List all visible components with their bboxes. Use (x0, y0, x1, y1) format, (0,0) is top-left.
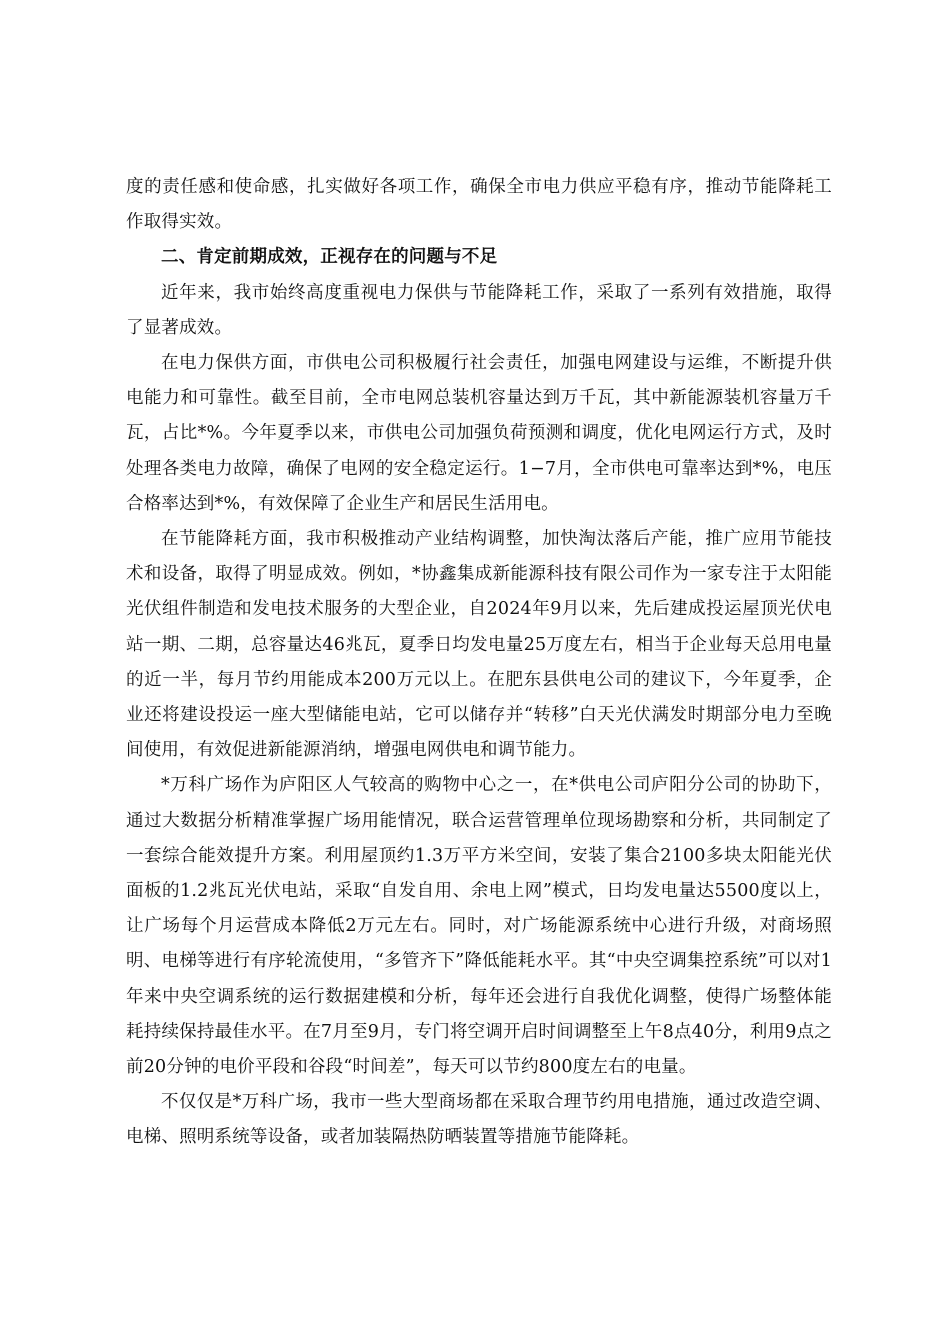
paragraph-wanke-plaza: *万科广场作为庐阳区人气较高的购物中心之一，在*供电公司庐阳分公司的协助下，通过大数据分析精准掌握广场用能情况，联合运营管理单位现场勘察和分析，共同制定了一套综合能效提升方案。利用屋顶约1.3万平方米空间，安装了集合2100多块太阳能光伏面板的1.2兆瓦光伏电站，采取“自发自用、余电上网”模式，日均发电量达5500度以上，让广场每个月运营成本降低2万元左右。同时，对广场能源系统中心进行升级，对商场照明、电梯等进行有序轮流使用，“多管齐下”降低能耗水平。其“中央空调集控系统”可以对1年来中央空调系统的运行数据建模和分析，每年还会进行自我优化调整，使得广场整体能耗持续保持最佳水平。在7月至9月，专门将空调开启时间调整至上午8点40分，利用9点之前20分钟的电价平段和谷段“时间差”，每天可以节约800度左右的电量。 (126, 775, 832, 1078)
paragraph-shopping-malls: 不仅仅是*万科广场，我市一些大型商场都在采取合理节约用电措施，通过改造空调、电梯、照明系统等设备，或者加装隔热防晒装置等措施节能降耗。 (126, 1092, 832, 1148)
section-heading: 二、肯定前期成效，正视存在的问题与不足 (161, 247, 498, 268)
document-page (126, 170, 832, 1156)
paragraph-energy-saving: 在节能降耗方面，我市积极推动产业结构调整，加快淘汰落后产能，推广应用节能技术和设备，取得了明显成效。例如，*协鑫集成新能源科技有限公司作为一家专注于太阳能光伏组件制造和发电技术服务的大型企业，自2024年9月以来，先后建成投运屋顶光伏电站一期、二期，总容量达46兆瓦，夏季日均发电量25万度左右，相当于企业每天总用电量的近一半，每月节约用能成本200万元以上。在肥东县供电公司的建议下，今年夏季，企业还将建设投运一座大型储能电站，它可以储存并“转移”白天光伏满发时期部分电力至晚间使用，有效促进新能源消纳，增强电网供电和调节能力。 (126, 529, 832, 761)
paragraph-power-supply: 在电力保供方面，市供电公司积极履行社会责任，加强电网建设与运维，不断提升供电能力和可靠性。截至目前，全市电网总装机容量达到万千瓦，其中新能源装机容量万千瓦，占比*%。今年夏季以来，市供电公司加强负荷预测和调度，优化电网运行方式，及时处理各类电力故障，确保了电网的安全稳定运行。1−7月，全市供电可靠率达到*%，电压合格率达到*%，有效保障了企业生产和居民生活用电。 (126, 353, 832, 514)
paragraph-continuation: 度的责任感和使命感，扎实做好各项工作，确保全市电力供应平稳有序，推动节能降耗工作取得实效。 (126, 177, 832, 233)
paragraph-intro: 近年来，我市始终高度重视电力保供与节能降耗工作，采取了一系列有效措施，取得了显著成效。 (126, 282, 832, 338)
